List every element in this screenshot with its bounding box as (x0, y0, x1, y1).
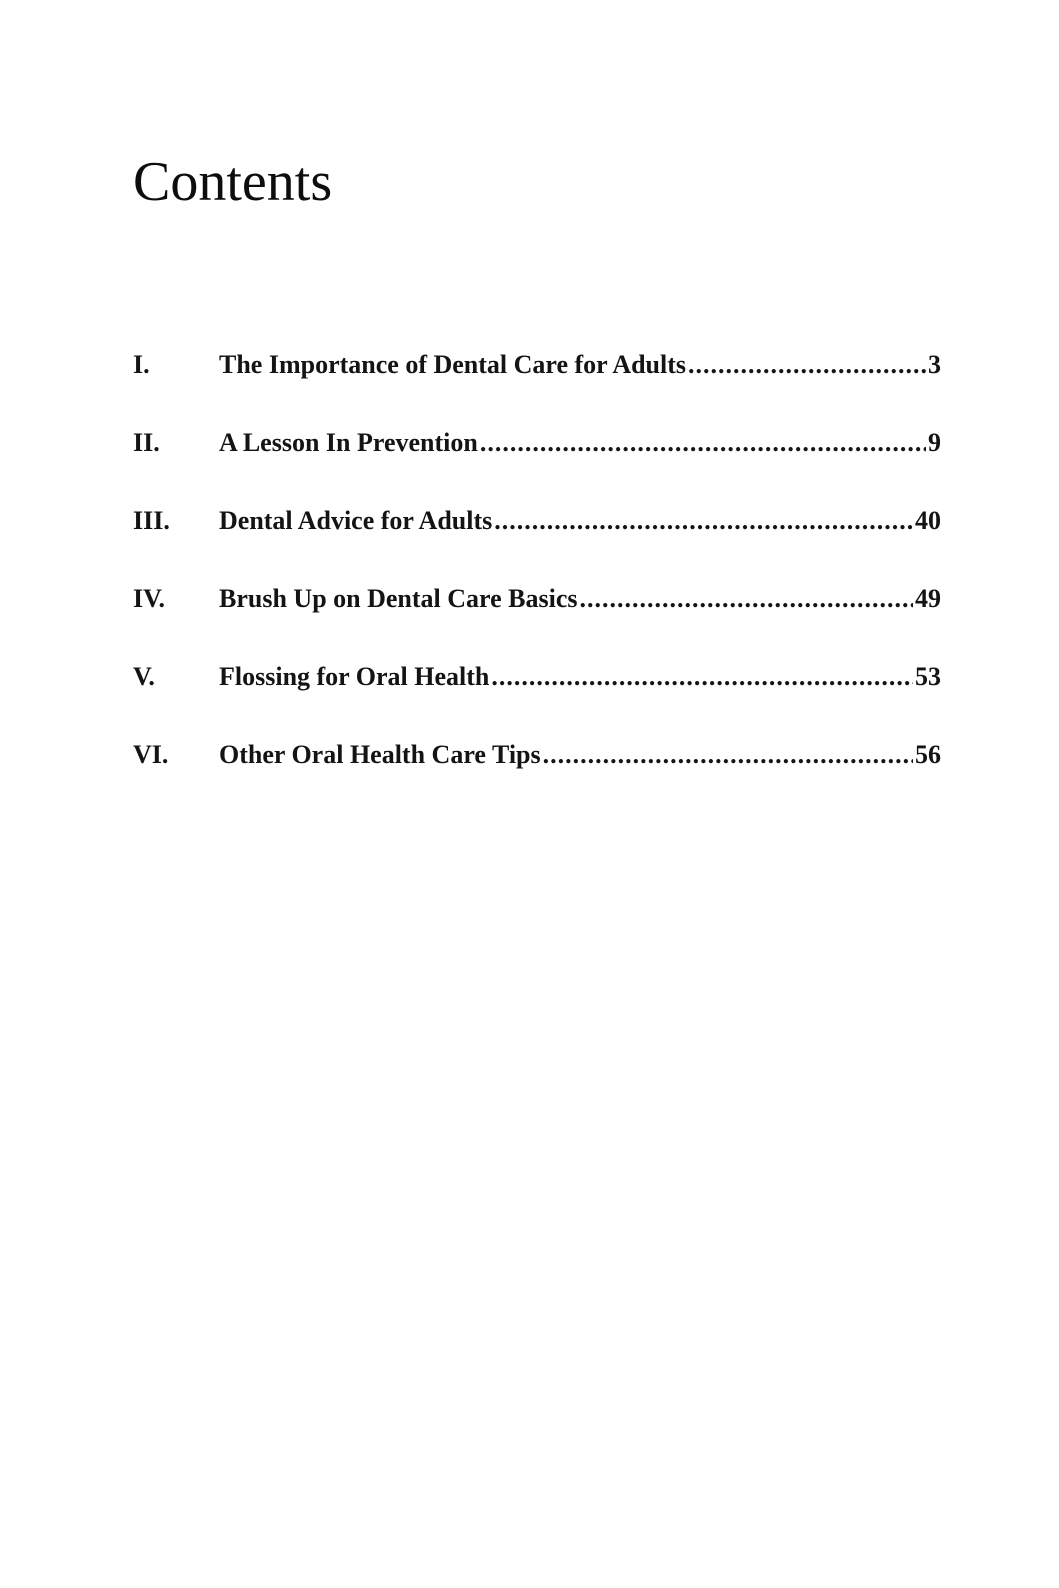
toc-entry-number: III. (133, 506, 170, 535)
toc-entry-number: II. (133, 428, 160, 457)
toc-entry-title: A Lesson In Prevention (219, 428, 478, 457)
toc-entry-number: V. (133, 662, 155, 691)
toc-entry-page: 3 (928, 350, 941, 379)
toc-entry-page: 56 (915, 740, 941, 769)
toc-entry-page: 49 (915, 584, 941, 613)
toc-dot-leader (543, 740, 913, 770)
toc-entry (133, 350, 941, 428)
toc-dot-leader (494, 506, 913, 536)
table-of-contents (133, 350, 941, 818)
toc-entry (133, 506, 941, 584)
toc-dot-leader (580, 584, 913, 614)
toc-dot-leader (688, 350, 926, 380)
toc-entry (133, 740, 941, 818)
toc-dot-leader (480, 428, 926, 458)
toc-entry (133, 428, 941, 506)
toc-dot-leader (491, 662, 913, 692)
toc-entry-number: I. (133, 350, 150, 379)
toc-entry-title: Brush Up on Dental Care Basics (219, 584, 578, 613)
toc-entry-page: 9 (928, 428, 941, 457)
toc-entry-number: VI. (133, 740, 169, 769)
toc-entry-page: 53 (915, 662, 941, 691)
toc-entry-number: IV. (133, 584, 166, 613)
toc-entry-page: 40 (915, 506, 941, 535)
toc-entry (133, 584, 941, 662)
toc-entry-title: Flossing for Oral Health (219, 662, 490, 691)
toc-entry-title: Other Oral Health Care Tips (219, 740, 541, 769)
toc-entry-title: Dental Advice for Adults (219, 506, 493, 535)
toc-entry-title: The Importance of Dental Care for Adults (219, 350, 687, 379)
page-title: Contents (133, 151, 333, 213)
toc-entry (133, 662, 941, 740)
